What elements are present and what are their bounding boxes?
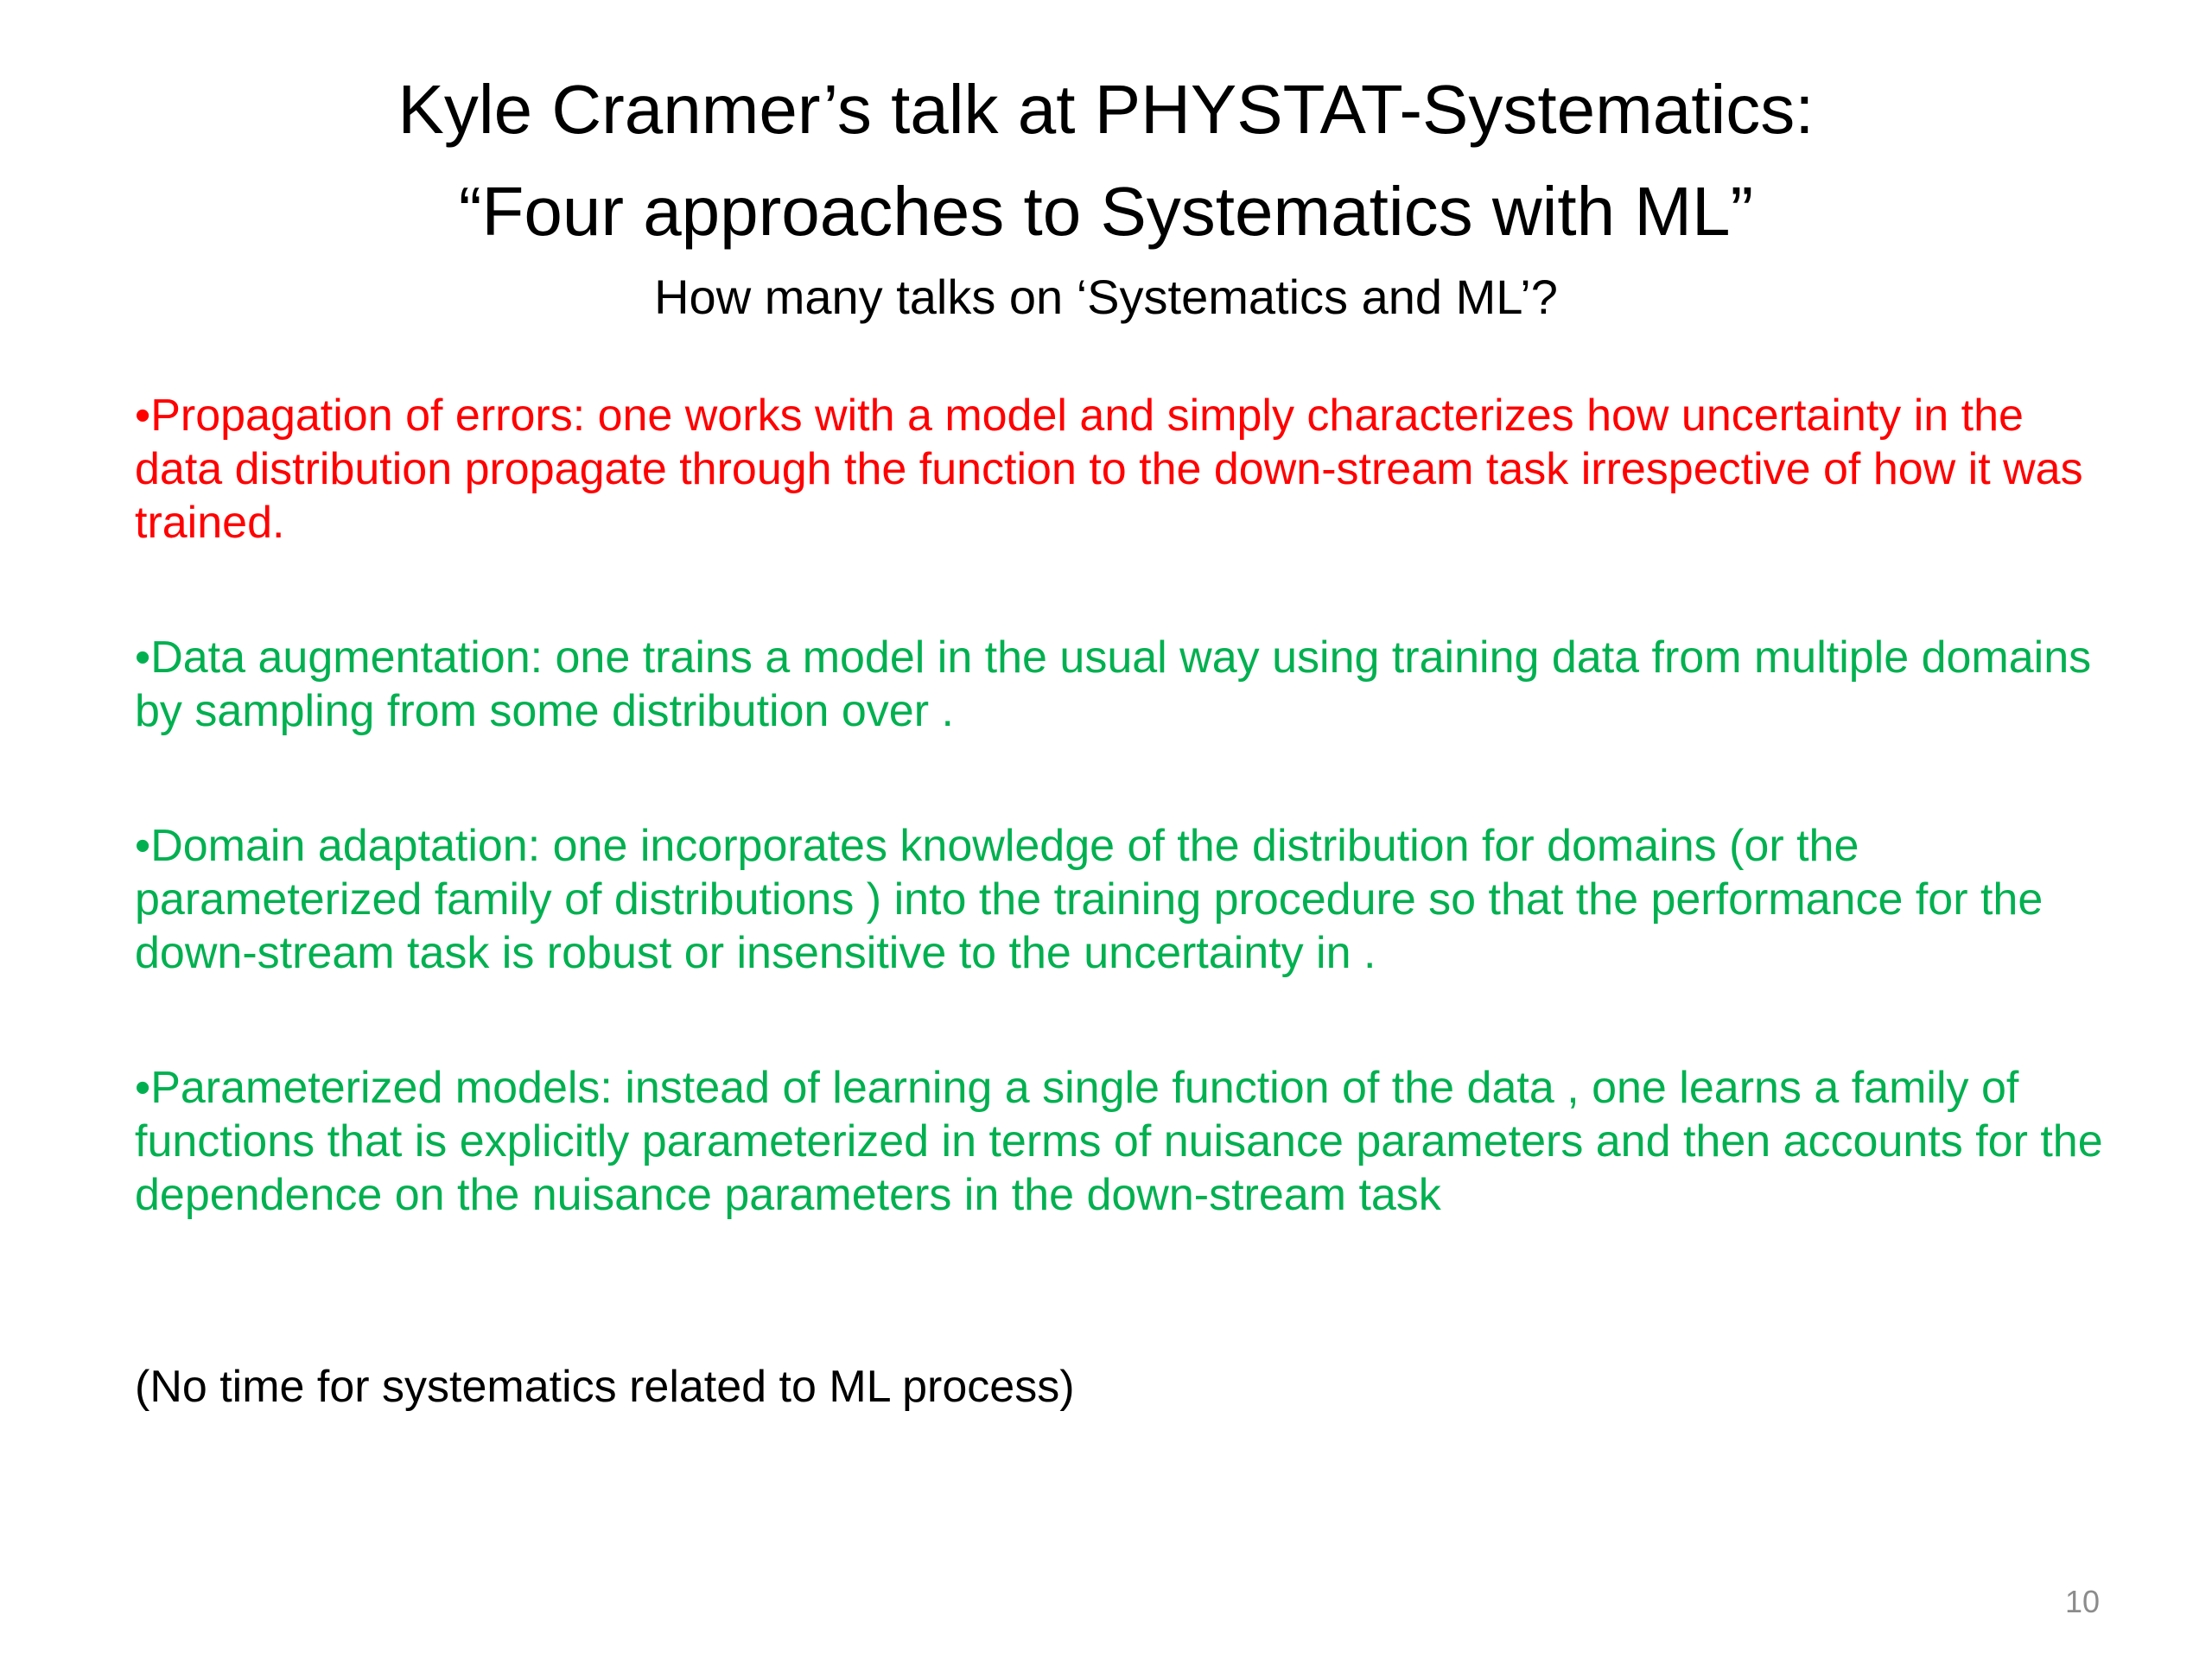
slide-subtitle: How many talks on ‘Systematics and ML’? (654, 270, 1558, 324)
bullet-data-augmentation: •Data augmentation: one trains a model in the usual way using training data from multiple domains by sampling from some distribution over . (135, 632, 2092, 736)
title-line-1: Kyle Cranmer’s talk at PHYSTAT-Systematics: (397, 71, 1815, 148)
bullet-propagation-of-errors: •Propagation of errors: one works with a model and simply characterizes how uncertainty in the data distribution propagate through the function to the down-stream task irrespective of how it was trained. (135, 391, 2083, 548)
bullet-parameterized-models: •Parameterized models: instead of learning a single function of the data , one learns a family of functions that is explicitly parameterized in terms of nuisance parameters and then accounts for the dependence on the nuisance parameters in the down-stream task (135, 1063, 2103, 1220)
footnote: (No time for systematics related to ML process) (135, 1362, 1075, 1412)
title-line-2: “Four approaches to Systematics with ML” (458, 173, 1754, 250)
bullet-domain-adaptation: •Domain adaptation: one incorporates knowledge of the distribution for domains (or the parameterized family of distributions ) into the training procedure so that the performance for the down-stream task is robust or insensitive to the uncertainty in . (135, 821, 2044, 978)
page-number: 10 (2065, 1584, 2101, 1619)
slide-title (0, 59, 2212, 332)
